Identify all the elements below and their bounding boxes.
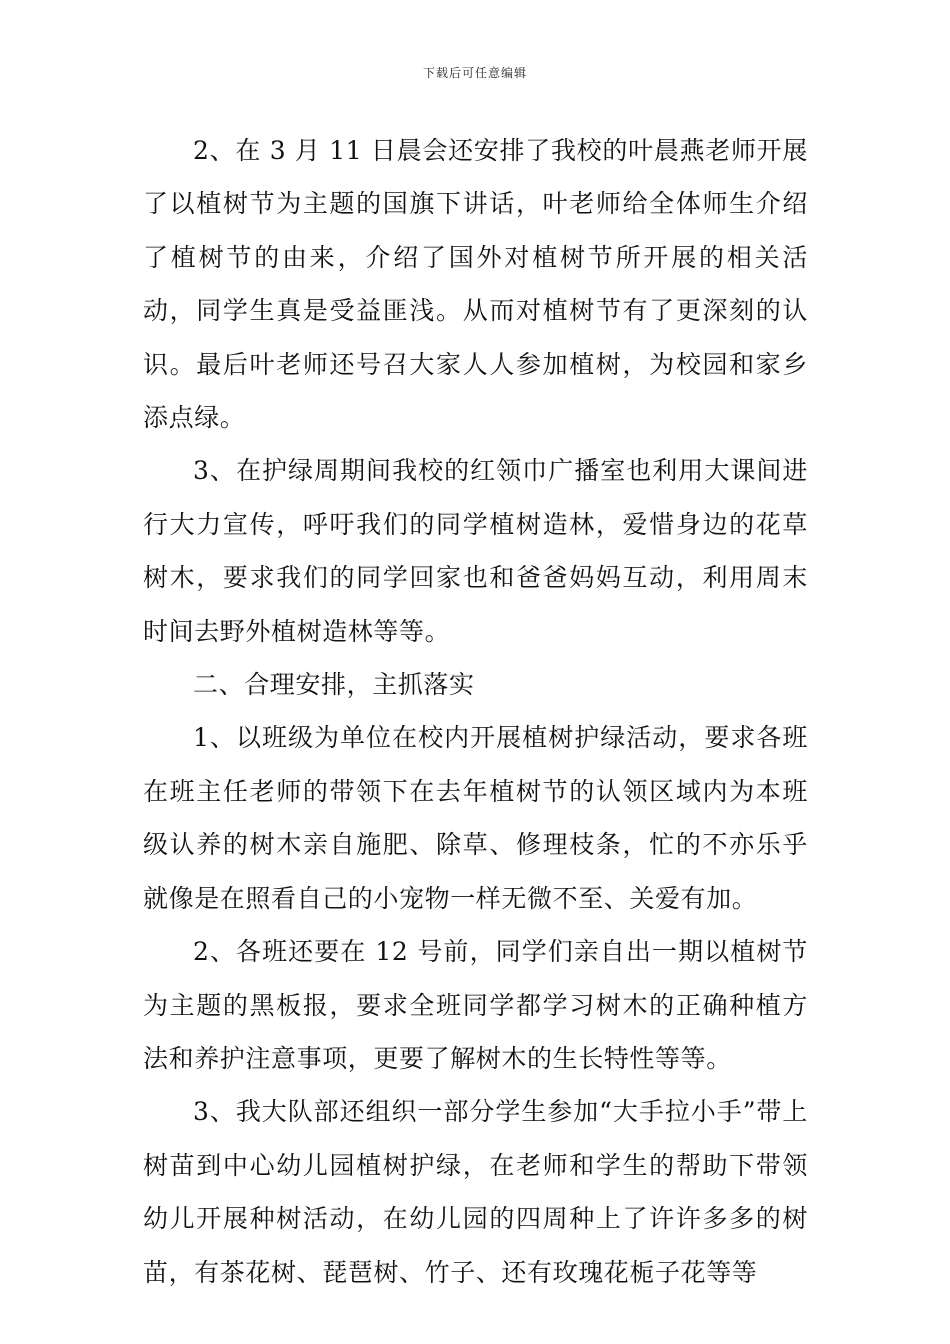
page-header: 下载后可任意编辑 (422, 66, 527, 80)
paragraph-broadcast-promotion: 3、在护绿周期间我校的红领巾广播室也利用大课间进行大力宣传，呼吁我们的同学植树造林，爱惜身边的花草树木，要求我们的同学回家也和爸爸妈妈互动，利用周末时间去野外植树造林等等。 (143, 456, 808, 646)
paragraph-class-planting: 1、以班级为单位在校内开展植树护绿活动，要求各班在班主任老师的带领下在去年植树节的认领区域内为本班级认养的树木亲自施肥、除草、修理枝条，忙的不亦乐乎就像是在照看自己的小宠物一样无微不至、关爱有加。 (143, 723, 808, 913)
paragraph-blackboard: 2、各班还要在 12 号前，同学们亲自出一期以植树节为主题的黑板报，要求全班同学都学习树木的正确种植方法和养护注意事项，更要了解树木的生长特性等等。 (143, 937, 808, 1073)
section-heading-arrangement: 二、合理安排，主抓落实 (193, 670, 475, 700)
paragraph-morning-speech: 2、在 3 月 11 日晨会还安排了我校的叶晨燕老师开展了以植树节为主题的国旗下讲话，叶老师给全体师生介绍了植树节的由来，介绍了国外对植树节所开展的相关活动，同学生真是受益匪浅。从而对植树节有了更深刻的认识。最后叶老师还号召大家人人参加植树，为校园和家乡添点绿。 (143, 136, 808, 433)
paragraph-kindergarten: 3、我大队部还组织一部分学生参加“大手拉小手”带上树苗到中心幼儿园植树护绿，在老师和学生的帮助下带领幼儿开展种树活动，在幼儿园的四周种上了许许多多的树苗，有茶花树、琵琶树、竹子、还有玫瑰花栀子花等等 (143, 1097, 808, 1287)
document-body (143, 124, 808, 1299)
